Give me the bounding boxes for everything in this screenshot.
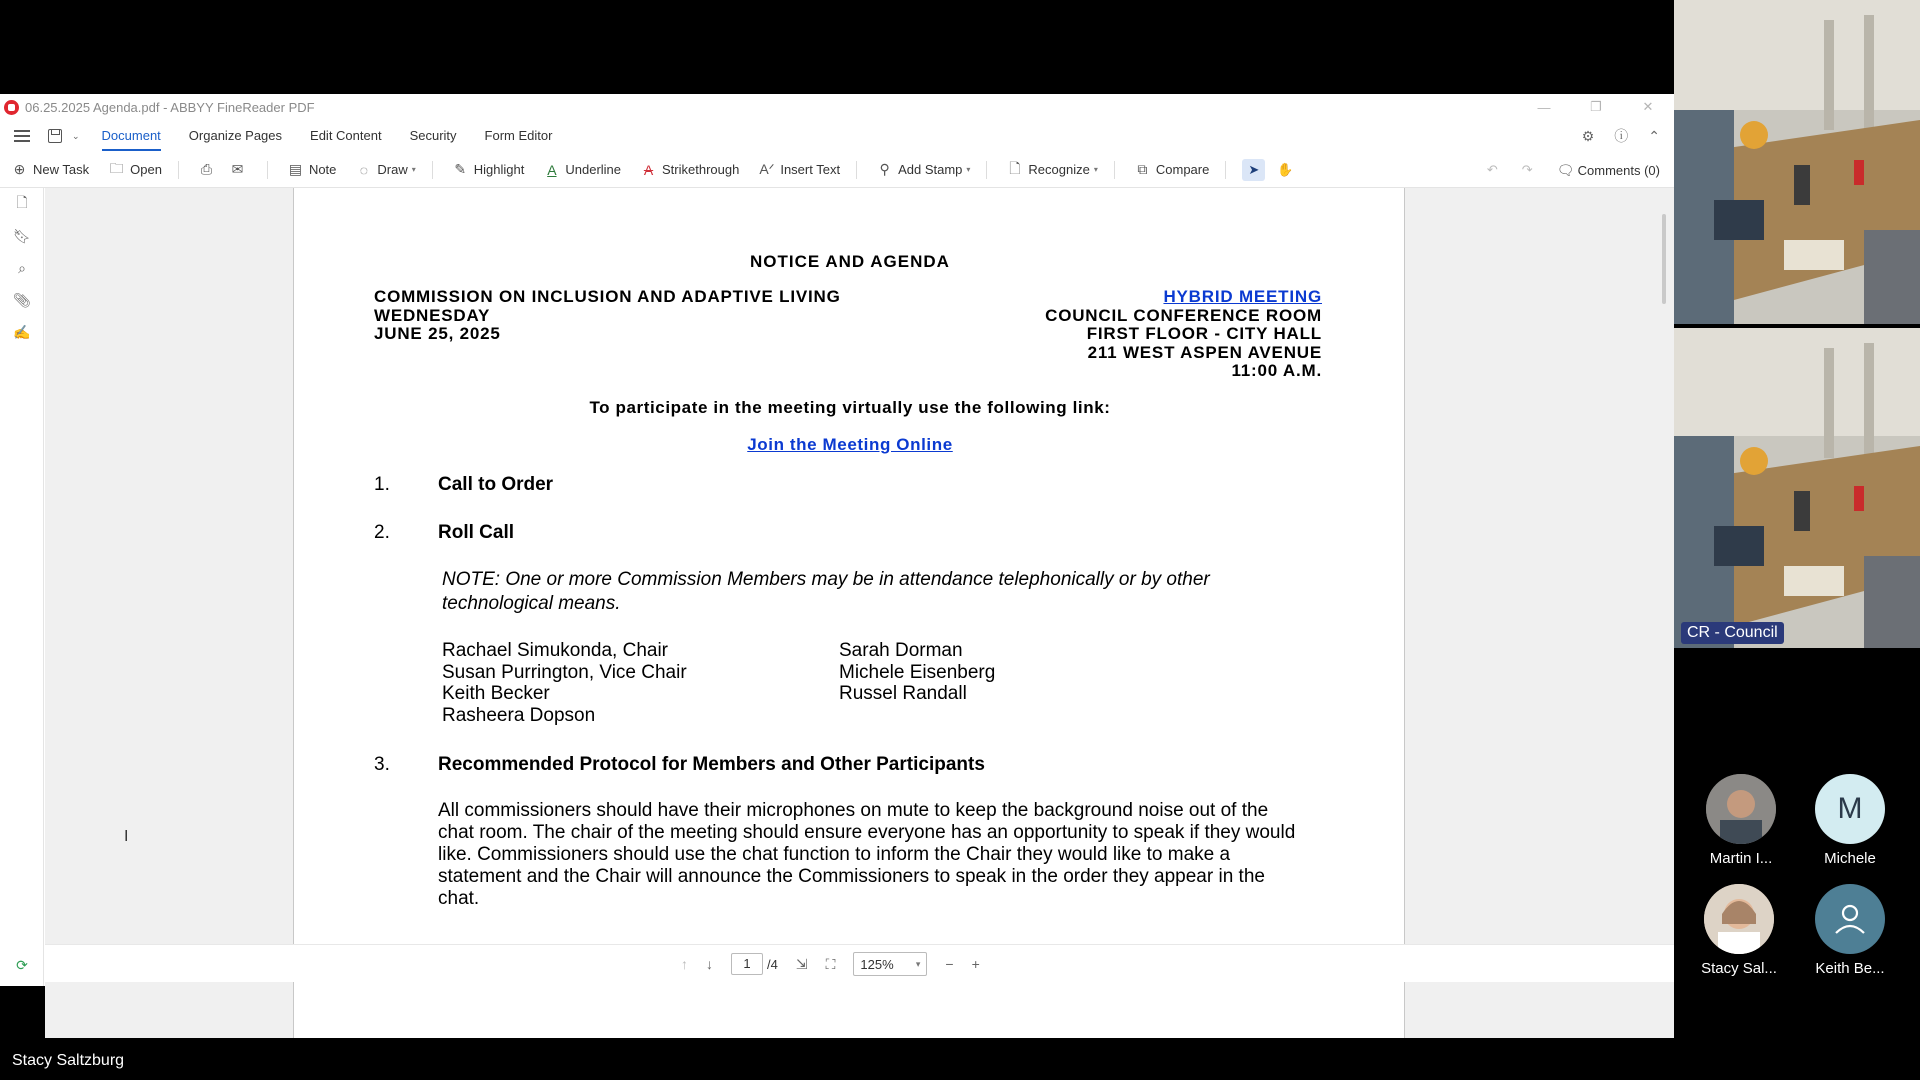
header-right [1045,288,1322,381]
fit-width-icon[interactable]: ⇲ [795,955,808,972]
chevron-down-icon: ▾ [966,165,971,174]
signature-icon[interactable]: ✍ [13,323,31,340]
item-title: Call to Order [438,474,554,495]
feedback-icon[interactable]: ⟳ [16,957,28,973]
zoom-out-icon[interactable]: − [945,956,954,972]
stamp-icon: ⚲ [879,161,890,177]
folder-icon: 🗀 [109,159,124,176]
item-number: 2. [374,522,390,543]
left-sidebar [0,188,44,986]
window-controls [1518,94,1674,120]
meeting-time: 11:00 A.M. [1231,361,1322,380]
participate-text: To participate in the meeting virtually use the following link: [589,398,1111,417]
zoom-value: 125% [860,956,894,972]
redo-button[interactable] [1522,162,1533,178]
tab-edit-content[interactable]: Edit Content [310,128,382,143]
arrow-down-icon[interactable]: ↓ [706,956,713,972]
redo-icon: ↷ [1521,162,1533,177]
meeting-address: 211 WEST ASPEN AVENUE [1087,342,1322,362]
hybrid-meeting-link[interactable]: HYBRID MEETING [1163,287,1322,306]
item-title: Roll Call [438,522,515,543]
cursor-arrow-icon: ➤ [1248,161,1260,177]
chevron-down-icon: ▾ [1093,165,1098,174]
pdf-app-window [0,94,1674,986]
toolbar-right [1467,152,1660,188]
tab-security[interactable]: Security [409,128,457,143]
avatar [1706,774,1776,844]
window-title: 06.25.2025 Agenda.pdf - ABBYY FineReader PDF [25,99,315,115]
insert-text-button[interactable]: Aᐟ Insert Text [759,161,841,177]
active-speaker-label: Stacy Saltzburg [12,1052,125,1069]
pages-icon[interactable]: 🗋 [16,194,28,210]
member-name: Rachael Simukonda, Chair [442,640,669,661]
add-stamp-button[interactable]: ⚲ Add Stamp ▾ [877,161,970,178]
attachment-icon[interactable]: 📎︎ [13,291,31,308]
document-viewer[interactable] [45,188,1674,1038]
participant-name: Martin I... [1709,850,1773,867]
gear-icon[interactable]: ⚙ [1581,127,1595,144]
participant-name: Stacy Sal... [1701,960,1777,977]
hand-icon: ✋ [1277,161,1294,177]
note-icon: ▤ [288,161,303,177]
person-photo-icon [1706,774,1776,844]
tab-form-editor[interactable]: Form Editor [484,128,553,143]
note-button[interactable]: ▤ Note [288,161,337,177]
insert-text-icon: Aᐟ [759,161,775,177]
restore-button[interactable]: ❐ [1590,99,1602,114]
select-tool-button[interactable] [1242,159,1265,181]
avatar [1704,884,1774,954]
total-pages: /4 [767,956,778,972]
meeting-day: WEDNESDAY [374,305,491,325]
toolbar-divider [178,161,179,179]
toolbar-divider [1114,161,1115,179]
bookmark-icon[interactable]: 🔖︎ [13,227,31,244]
header-left [374,288,841,344]
person-photo-icon [1704,884,1774,954]
participant-name: Keith Be... [1815,960,1885,977]
member-name: Sarah Dorman [839,640,963,661]
app-logo-icon [4,100,19,115]
toolbar-divider [1225,161,1226,179]
members-list-right [839,640,995,705]
zoom-select[interactable] [853,952,927,976]
toolbar-divider [986,161,987,179]
minimize-button[interactable]: — [1537,99,1551,115]
tab-organize-pages[interactable]: Organize Pages [188,128,283,143]
print-button[interactable] [199,161,220,178]
title-bar [0,94,1674,120]
draw-icon: ◌ [359,161,369,178]
help-icon[interactable]: ⓘ [1614,128,1629,144]
avatar [1815,774,1885,844]
pdf-page [293,188,1405,1038]
draw-button[interactable]: ◌ Draw ▾ [356,162,415,178]
tab-document[interactable]: Document [102,120,161,152]
compare-icon: ⧉ [1137,161,1148,177]
compare-button[interactable]: ⧉ Compare [1135,161,1209,178]
participant-tile[interactable] [1800,774,1900,867]
item-number: 1. [374,474,390,495]
page-indicator [731,953,778,975]
recognize-icon: 🗋 [1009,159,1021,176]
conference-room-image [1674,328,1920,648]
chevron-down-icon: ▾ [915,958,921,969]
text-cursor-icon: I [124,828,129,845]
open-button[interactable]: 🗀 Open [109,158,162,182]
toolbar-divider [432,161,433,179]
highlighter-icon: ✎ [454,161,467,177]
video-feed-council-room [1674,0,1920,324]
agenda-title: NOTICE AND AGENDA [750,252,950,271]
participant-tile[interactable] [1691,774,1791,867]
comments-button[interactable]: 🗨 Comments (0) [1556,161,1660,178]
arrow-up-icon[interactable]: ↑ [681,956,688,972]
strikethrough-button[interactable]: A Strikethrough [641,162,739,178]
fullscreen-icon[interactable]: ⛶ [825,955,836,972]
strikethrough-icon: A [643,161,654,178]
members-list-left [442,640,687,726]
member-name: Keith Becker [442,683,550,704]
underline-button[interactable]: A Underline [544,162,621,178]
chevron-down-icon: ▾ [411,165,416,174]
video-feed-council-room-2 [1674,328,1920,648]
attendance-note: NOTE: One or more Commission Members may be in attendance telephonically or by other technological means. [442,569,1210,614]
status-bar [45,944,1674,982]
recognize-button[interactable]: 🗋 Recognize ▾ [1007,158,1097,182]
undo-button[interactable] [1487,162,1498,178]
page-navigation [681,945,980,983]
envelope-icon: ✉ [231,161,244,177]
participant-tile[interactable] [1689,884,1789,977]
meeting-floor: FIRST FLOOR - CITY HALL [1086,324,1322,343]
search-icon[interactable]: ⌕ [18,259,26,276]
item-number: 3. [374,754,390,775]
save-icon[interactable] [48,129,62,143]
room-name-label: CR - Council [1681,622,1784,644]
join-meeting-link[interactable]: Join the Meeting Online [747,435,953,454]
item-title: Recommended Protocol for Members and Other Participants [438,754,985,775]
printer-icon: ⎙ [200,161,213,177]
highlight-button[interactable]: ✎ Highlight [454,161,525,177]
hand-tool-button[interactable] [1277,162,1293,178]
meeting-date: JUNE 25, 2025 [374,324,501,343]
conference-room-image [1674,0,1920,324]
close-button[interactable]: ✕ [1642,99,1654,114]
underline-icon: A [547,161,557,178]
undo-icon: ↶ [1486,162,1498,177]
zoom-in-icon[interactable]: + [971,956,980,972]
chevron-down-icon[interactable]: ⌄ [72,130,80,141]
collapse-ribbon-icon[interactable]: ⌃ [1648,127,1660,144]
vertical-scrollbar[interactable] [1662,214,1666,304]
hamburger-menu-icon[interactable] [14,130,30,142]
page-number-input[interactable]: 1 [731,953,763,975]
protocol-paragraph: All commissioners should have their microphones on mute to keep the background noise out of the chat room. The chair of the meeting should ensure everyone has an opportunity to speak if they would like. Commissioners should use the chat function to inform the Chair they would like to make a statement and the Chair will announce the Commissioners to speak in the order they appear in the chat. [438,800,1296,909]
email-button[interactable] [230,161,251,178]
comment-icon: 🗨 [1556,161,1575,178]
participant-name: Michele [1824,850,1876,867]
default-user-icon [1830,899,1870,939]
menubar-right-icons [1582,120,1660,152]
menu-bar [0,120,1674,152]
toolbar-divider [856,161,857,179]
plus-circle-icon: ⊕ [13,161,26,177]
member-name: Russel Randall [839,683,967,704]
meeting-room: COUNCIL CONFERENCE ROOM [1045,305,1322,325]
commission-name: COMMISSION ON INCLUSION AND ADAPTIVE LIVING [374,287,841,306]
member-name: Michele Eisenberg [839,661,996,683]
toolbar [0,152,1674,188]
member-name: Susan Purrington, Vice Chair [442,661,687,683]
participant-tile[interactable] [1800,884,1900,977]
toolbar-divider [267,161,268,179]
avatar-initial: M [1837,792,1863,825]
avatar [1815,884,1885,954]
new-task-button[interactable]: ⊕ New Task [13,161,90,177]
member-name: Rasheera Dopson [442,704,596,726]
